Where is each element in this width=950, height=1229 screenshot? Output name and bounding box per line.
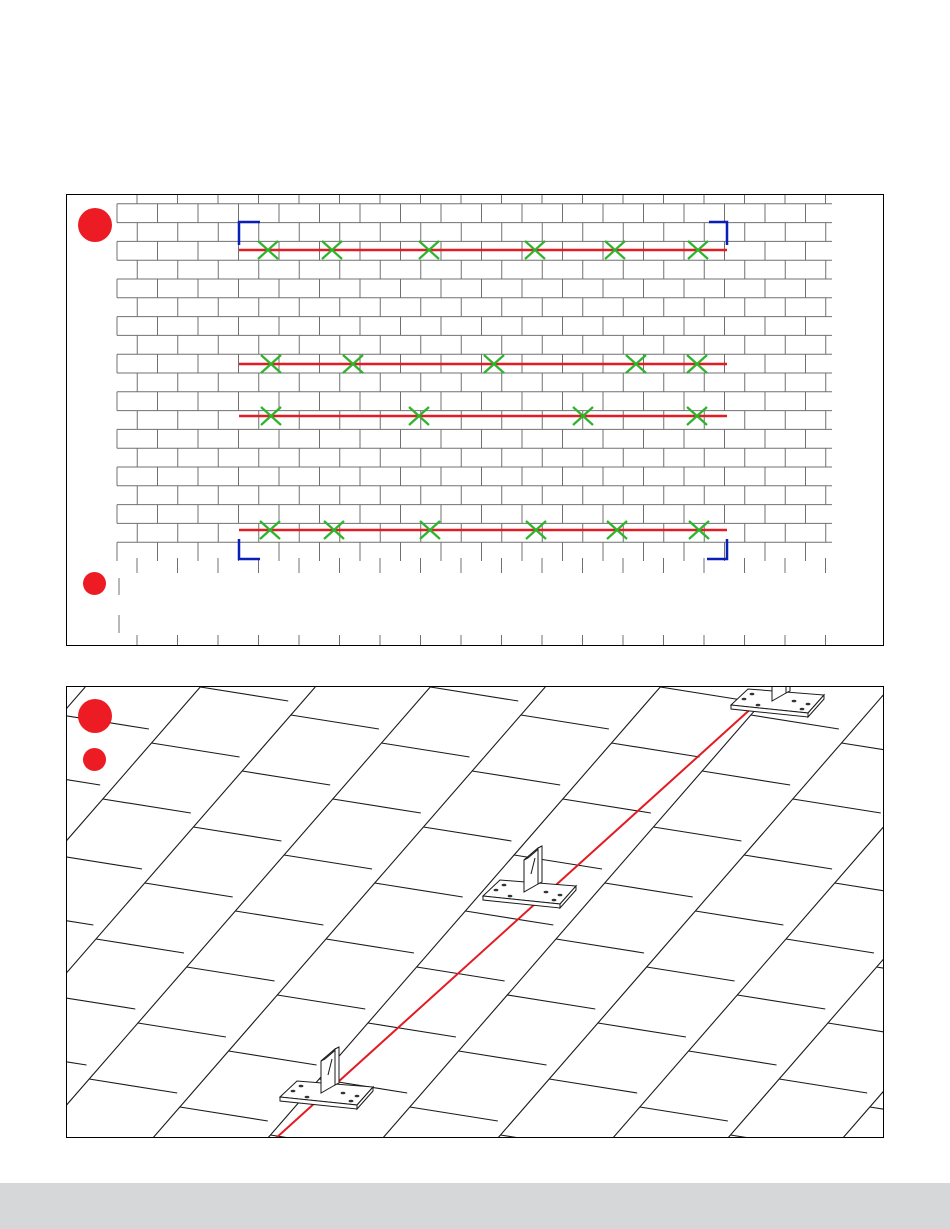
tile-course [842, 743, 884, 757]
tile-course [459, 1051, 547, 1065]
tile-course [521, 715, 609, 729]
tile-seam [382, 687, 775, 1138]
tile-course [883, 827, 884, 841]
step-marker-large-top [78, 208, 112, 242]
tile-course [326, 939, 414, 953]
tile-course [284, 855, 372, 869]
tile-seam [67, 687, 85, 1138]
tile-course [67, 911, 93, 925]
tile-course [67, 1135, 128, 1138]
tile-course [737, 995, 825, 1009]
tile-course [730, 1135, 818, 1138]
tile-seam [612, 687, 884, 1138]
tile-course [640, 1107, 728, 1121]
tile-seam [152, 687, 545, 1138]
tile-course [472, 771, 560, 785]
tile-course [145, 883, 233, 897]
tile-course [689, 1051, 777, 1065]
tile-course [333, 799, 421, 813]
brick-wall-diagram [67, 195, 884, 646]
tile-course [375, 883, 463, 897]
tile-course [751, 715, 839, 729]
tile-course [507, 995, 595, 1009]
roof-rail-line [275, 705, 755, 1138]
tile-course [410, 1107, 498, 1121]
tile-course [835, 883, 884, 897]
tile-course [702, 771, 790, 785]
tile-course [653, 827, 741, 841]
tile-course [598, 1023, 686, 1037]
tile-course [235, 911, 323, 925]
tile-course [96, 939, 184, 953]
tile-course [382, 743, 470, 757]
tile-course [242, 771, 330, 785]
wall-layout-panel [66, 194, 884, 646]
tile-course [660, 687, 748, 701]
roof-mount-icon [731, 687, 824, 717]
tile-course [180, 1107, 268, 1121]
roof-mount-icon [280, 1047, 373, 1109]
tile-course [828, 1023, 884, 1037]
tile-course [870, 1107, 884, 1121]
tile-course [187, 967, 275, 981]
tile-course [786, 939, 874, 953]
roof-tile-pattern [67, 687, 884, 1138]
brick-pattern [117, 195, 832, 646]
rail-lines [239, 250, 727, 530]
tile-course [793, 799, 881, 813]
tile-course [67, 771, 100, 785]
tile-course [417, 967, 505, 981]
tile-course [229, 1051, 317, 1065]
tile-course [193, 827, 281, 841]
tile-course [744, 855, 832, 869]
tile-course [612, 743, 700, 757]
tile-seam [842, 687, 884, 1138]
tile-course [549, 1079, 637, 1093]
tile-course [138, 1023, 226, 1037]
step-marker-large-bottom [78, 699, 112, 733]
tile-course [556, 939, 644, 953]
tile-course [877, 967, 884, 981]
step-marker-small-bottom [83, 748, 106, 771]
tile-course [423, 827, 511, 841]
tile-course [695, 911, 783, 925]
tile-course [270, 1135, 358, 1138]
tile-course [430, 687, 518, 701]
roof-tile-diagram [67, 687, 884, 1138]
tile-course [277, 995, 365, 1009]
roof-mount-icon [483, 846, 576, 908]
tile-seam [67, 687, 430, 1138]
tile-course [605, 883, 693, 897]
tile-course [67, 995, 135, 1009]
tile-seam [727, 687, 884, 1138]
tile-course [368, 1023, 456, 1037]
tile-course [200, 687, 288, 701]
roof-layout-panel [66, 686, 884, 1138]
tile-course [291, 715, 379, 729]
tile-course [67, 855, 142, 869]
roof-rail-line [275, 705, 755, 1138]
tile-course [103, 799, 191, 813]
anchor-points [258, 241, 709, 539]
tile-course [465, 911, 553, 925]
tile-seam [497, 687, 884, 1138]
step-marker-small-top [83, 572, 106, 595]
tile-course [500, 1135, 588, 1138]
tile-course [152, 743, 240, 757]
footer-bar [0, 1183, 950, 1229]
tile-course [89, 1079, 177, 1093]
tile-course [647, 967, 735, 981]
corner-brackets [239, 222, 727, 559]
tile-course [67, 1051, 87, 1065]
tile-course [779, 1079, 867, 1093]
